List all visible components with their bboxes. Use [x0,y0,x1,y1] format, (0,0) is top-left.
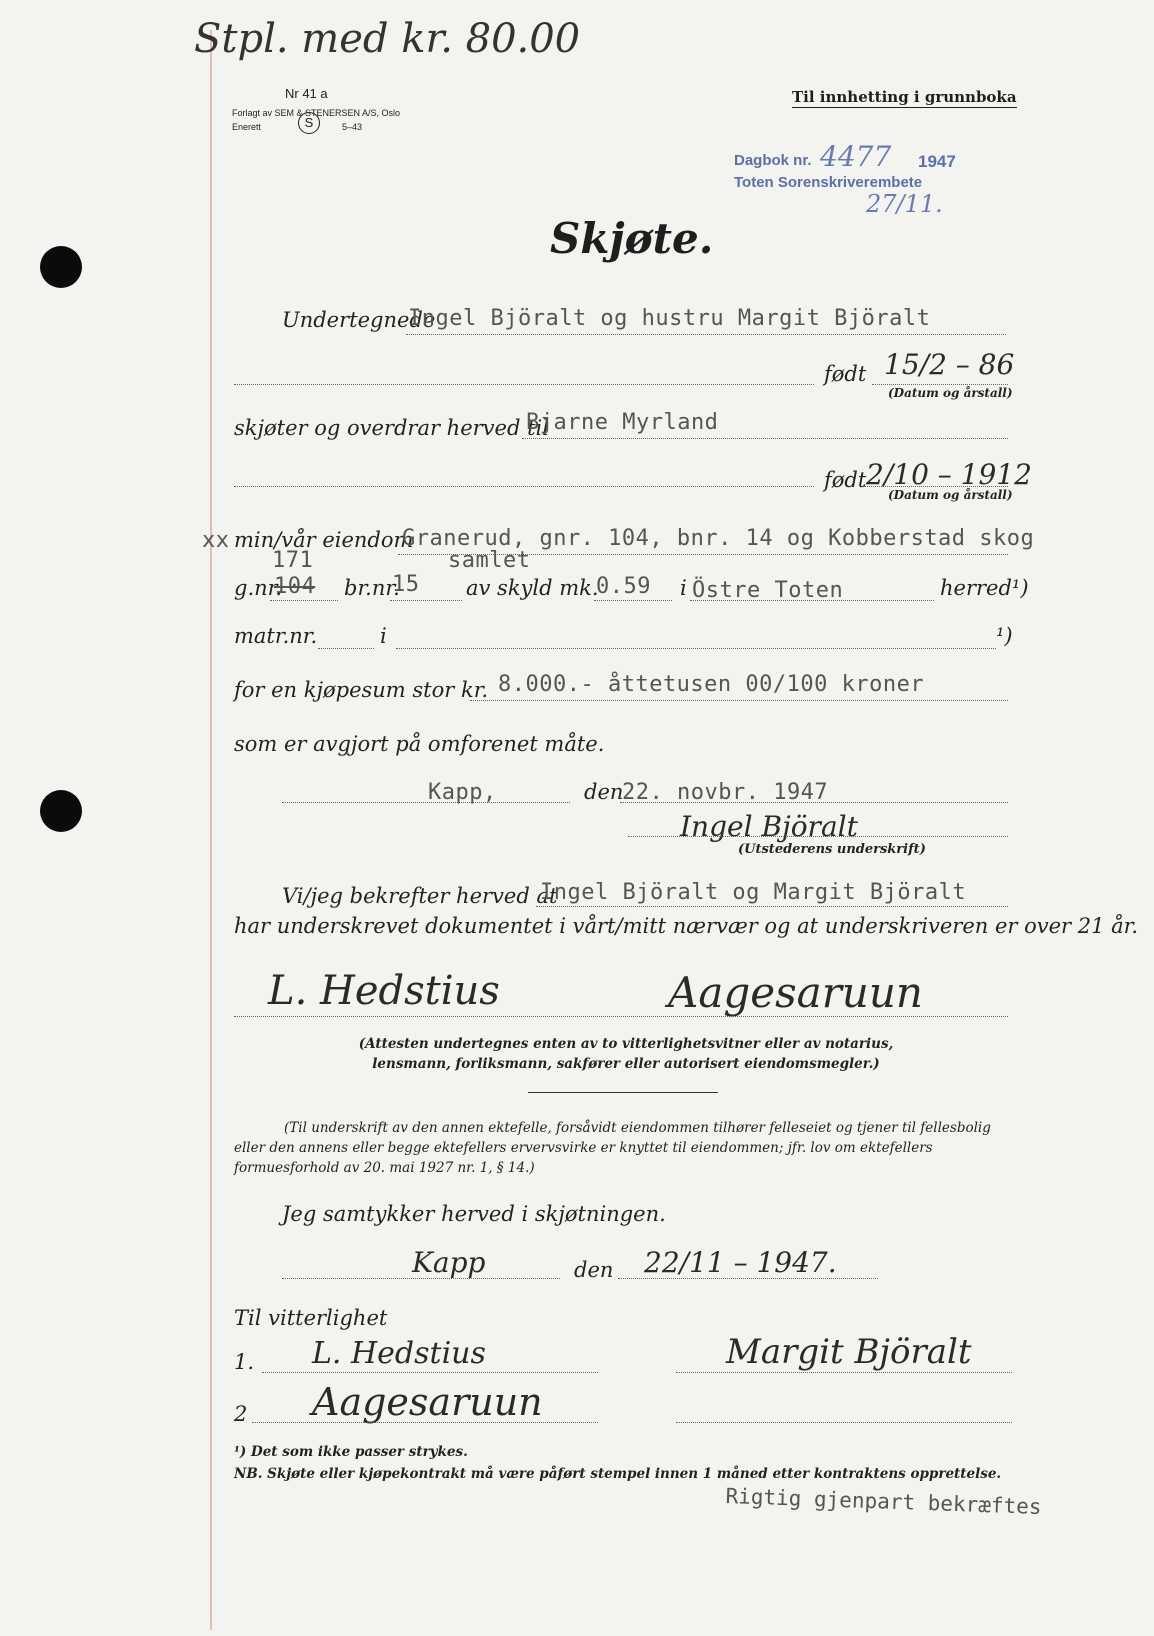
matr-label: matr.nr. [234,624,318,648]
attest-names: Ingel Björalt og Margit Björalt [540,880,967,905]
witness-number-2: 2 [234,1402,248,1426]
skyld-label: av skyld mk. [466,576,599,600]
eiendom-label: min/vår eiendom [234,528,414,552]
punch-hole-bottom [40,790,82,832]
spouse-note: (Til underskrift av den annen ektefelle, forsåvidt eiendommen tilhører felleseiet og tjener til fellesbolig eller den annens eller begge ektefellers ervervsvirke er knyttet til eiendommen; jfr. lov om ektefellers formuesforhold av 20. mai 1927 nr. 1, § 14.) [234,1120,991,1176]
witness1-line [262,1372,598,1373]
spouse-date: 22/11 – 1947. [644,1246,837,1279]
eiendom-value: Granerud, gnr. 104, bnr. 14 og Kobberstad skog [402,526,1035,551]
fodt1-line [872,384,1008,385]
matr-i-line [396,648,996,649]
date-line [620,802,1008,803]
attest-witness1: L. Hedstius [268,968,500,1014]
spouse-date-line [618,1278,878,1279]
undertegnede-value: Ingel Björalt og hustru Margit Björalt [408,306,931,331]
attest-note: (Attesten undertegnes enten av to vitterlighetsvitner eller av notarius, lensmann, forliksmann, sakfører eller autorisert eiendomsmegler.) [358,1036,894,1072]
brnr-value: 15 [392,572,420,597]
separator-rule [528,1092,718,1093]
fodt1-line-left [234,384,814,385]
stamp-office: Toten Sorenskriverembete [734,174,923,191]
fodt2-line [864,486,1008,487]
fodt2-value: 2/10 – 1912 [866,458,1032,491]
matr-note: ¹) [996,624,1013,648]
stamp-number: 4477 [820,140,892,173]
date-value: 22. novbr. 1947 [622,780,829,805]
spouse-witness2: Aagesaruun [312,1380,543,1424]
kjopesum-value: 8.000.- åttetusen 00/100 kroner [498,672,925,697]
skjoter-label: skjøter og overdrar herved til [234,416,549,440]
skjoter-value: Bjarne Myrland [526,410,719,435]
matr-line [318,648,374,649]
gnr-label: g.nr. [234,576,283,600]
place-value: Kapp, [428,780,497,805]
samtykke-text: Jeg samtykker herved i skjøtningen. [282,1202,666,1226]
top-right-heading: Til innhetting i grunnboka [792,88,1017,106]
i-label: i [680,576,687,600]
place-line [282,802,570,803]
publisher-date: 5–43 [342,122,363,132]
undertegnede-line [406,334,1006,335]
publisher-logo: S [298,112,320,134]
stamp-dagbok: Dagbok nr. [734,152,812,169]
punch-hole-top [40,246,82,288]
blank-signature-line [676,1422,1012,1423]
margit-signature-line [676,1372,1012,1373]
gnr-above: 171 [272,548,314,573]
avgjort-text: som er avgjort på omforenet måte. [234,732,605,756]
spouse-place: Kapp [412,1246,486,1279]
signature-line [628,836,1008,837]
eiendom-prefix: xx [202,528,230,553]
fodt2-line-left [234,486,814,487]
herred-line [690,600,934,601]
nb-note: NB. Skjøte eller kjøpekontrakt må være påført stempel innen 1 måned etter kontraktens opprettelse. [234,1466,1002,1482]
publisher-enerett: Enerett [232,122,262,132]
datum1-caption: (Datum og årstall) [888,386,1013,400]
spouse-witness1: L. Hedstius [312,1336,486,1371]
datum2-caption: (Datum og årstall) [888,488,1013,502]
fodt1-label: født [824,362,867,386]
skjoter-line [522,438,1008,439]
document-title: Skjøte. [550,214,714,263]
red-margin-line [210,30,212,1630]
attest-signature-line [234,1016,1008,1017]
stamp-year: 1947 [918,152,956,171]
til-vitterlighet: Til vitterlighet [234,1306,388,1330]
herred-label: herred¹) [940,576,1029,600]
samlet-note: samlet [448,548,531,573]
gnr-value: 104 [274,574,316,599]
attest-witness2: Aagesaruun [668,968,923,1017]
undertegnede-label: Undertegnede [282,308,436,332]
gnr-line [270,600,338,601]
spouse-den-label: den [574,1258,614,1282]
skyld-line [594,600,672,601]
fodt1-value: 15/2 – 86 [884,348,1015,381]
form-number: Nr 41 a [285,86,328,101]
margit-signature: Margit Björalt [726,1332,972,1372]
herred-value: Östre Toten [692,578,844,603]
attest-line2: har underskrevet dokumentet i vårt/mitt nærvær og at underskriveren er over 21 år. [234,914,1139,938]
attest-line [536,906,1008,907]
fodt2-label: født [824,468,867,492]
signature-ingel: Ingel Björalt [680,810,858,843]
publisher-line: Forlagt av SEM & STENERSEN A/S, Oslo [232,108,401,118]
witness-number-1: 1. [234,1350,255,1374]
brnr-line [390,600,462,601]
stamp-date: 27/11. [866,190,943,218]
footnote: ¹) Det som ikke passer strykes. [234,1444,468,1460]
kjopesum-line [470,700,1008,701]
attest-label: Vi/jeg bekrefter herved at [282,884,558,908]
utsteder-caption: (Utstederens underskrift) [738,842,926,857]
witness2-line [252,1422,598,1423]
matr-i: i [380,624,387,648]
den-label: den [584,780,624,804]
kjopesum-label: for en kjøpesum stor kr. [234,678,489,702]
spouse-place-line [282,1278,560,1279]
brnr-label: br.nr. [344,576,400,600]
skyld-value: 0.59 [596,574,651,599]
certified-stamp: Rigtig gjenpart bekræftes [725,1484,1042,1520]
handwritten-fee: Stpl. med kr. 80.00 [194,16,581,62]
